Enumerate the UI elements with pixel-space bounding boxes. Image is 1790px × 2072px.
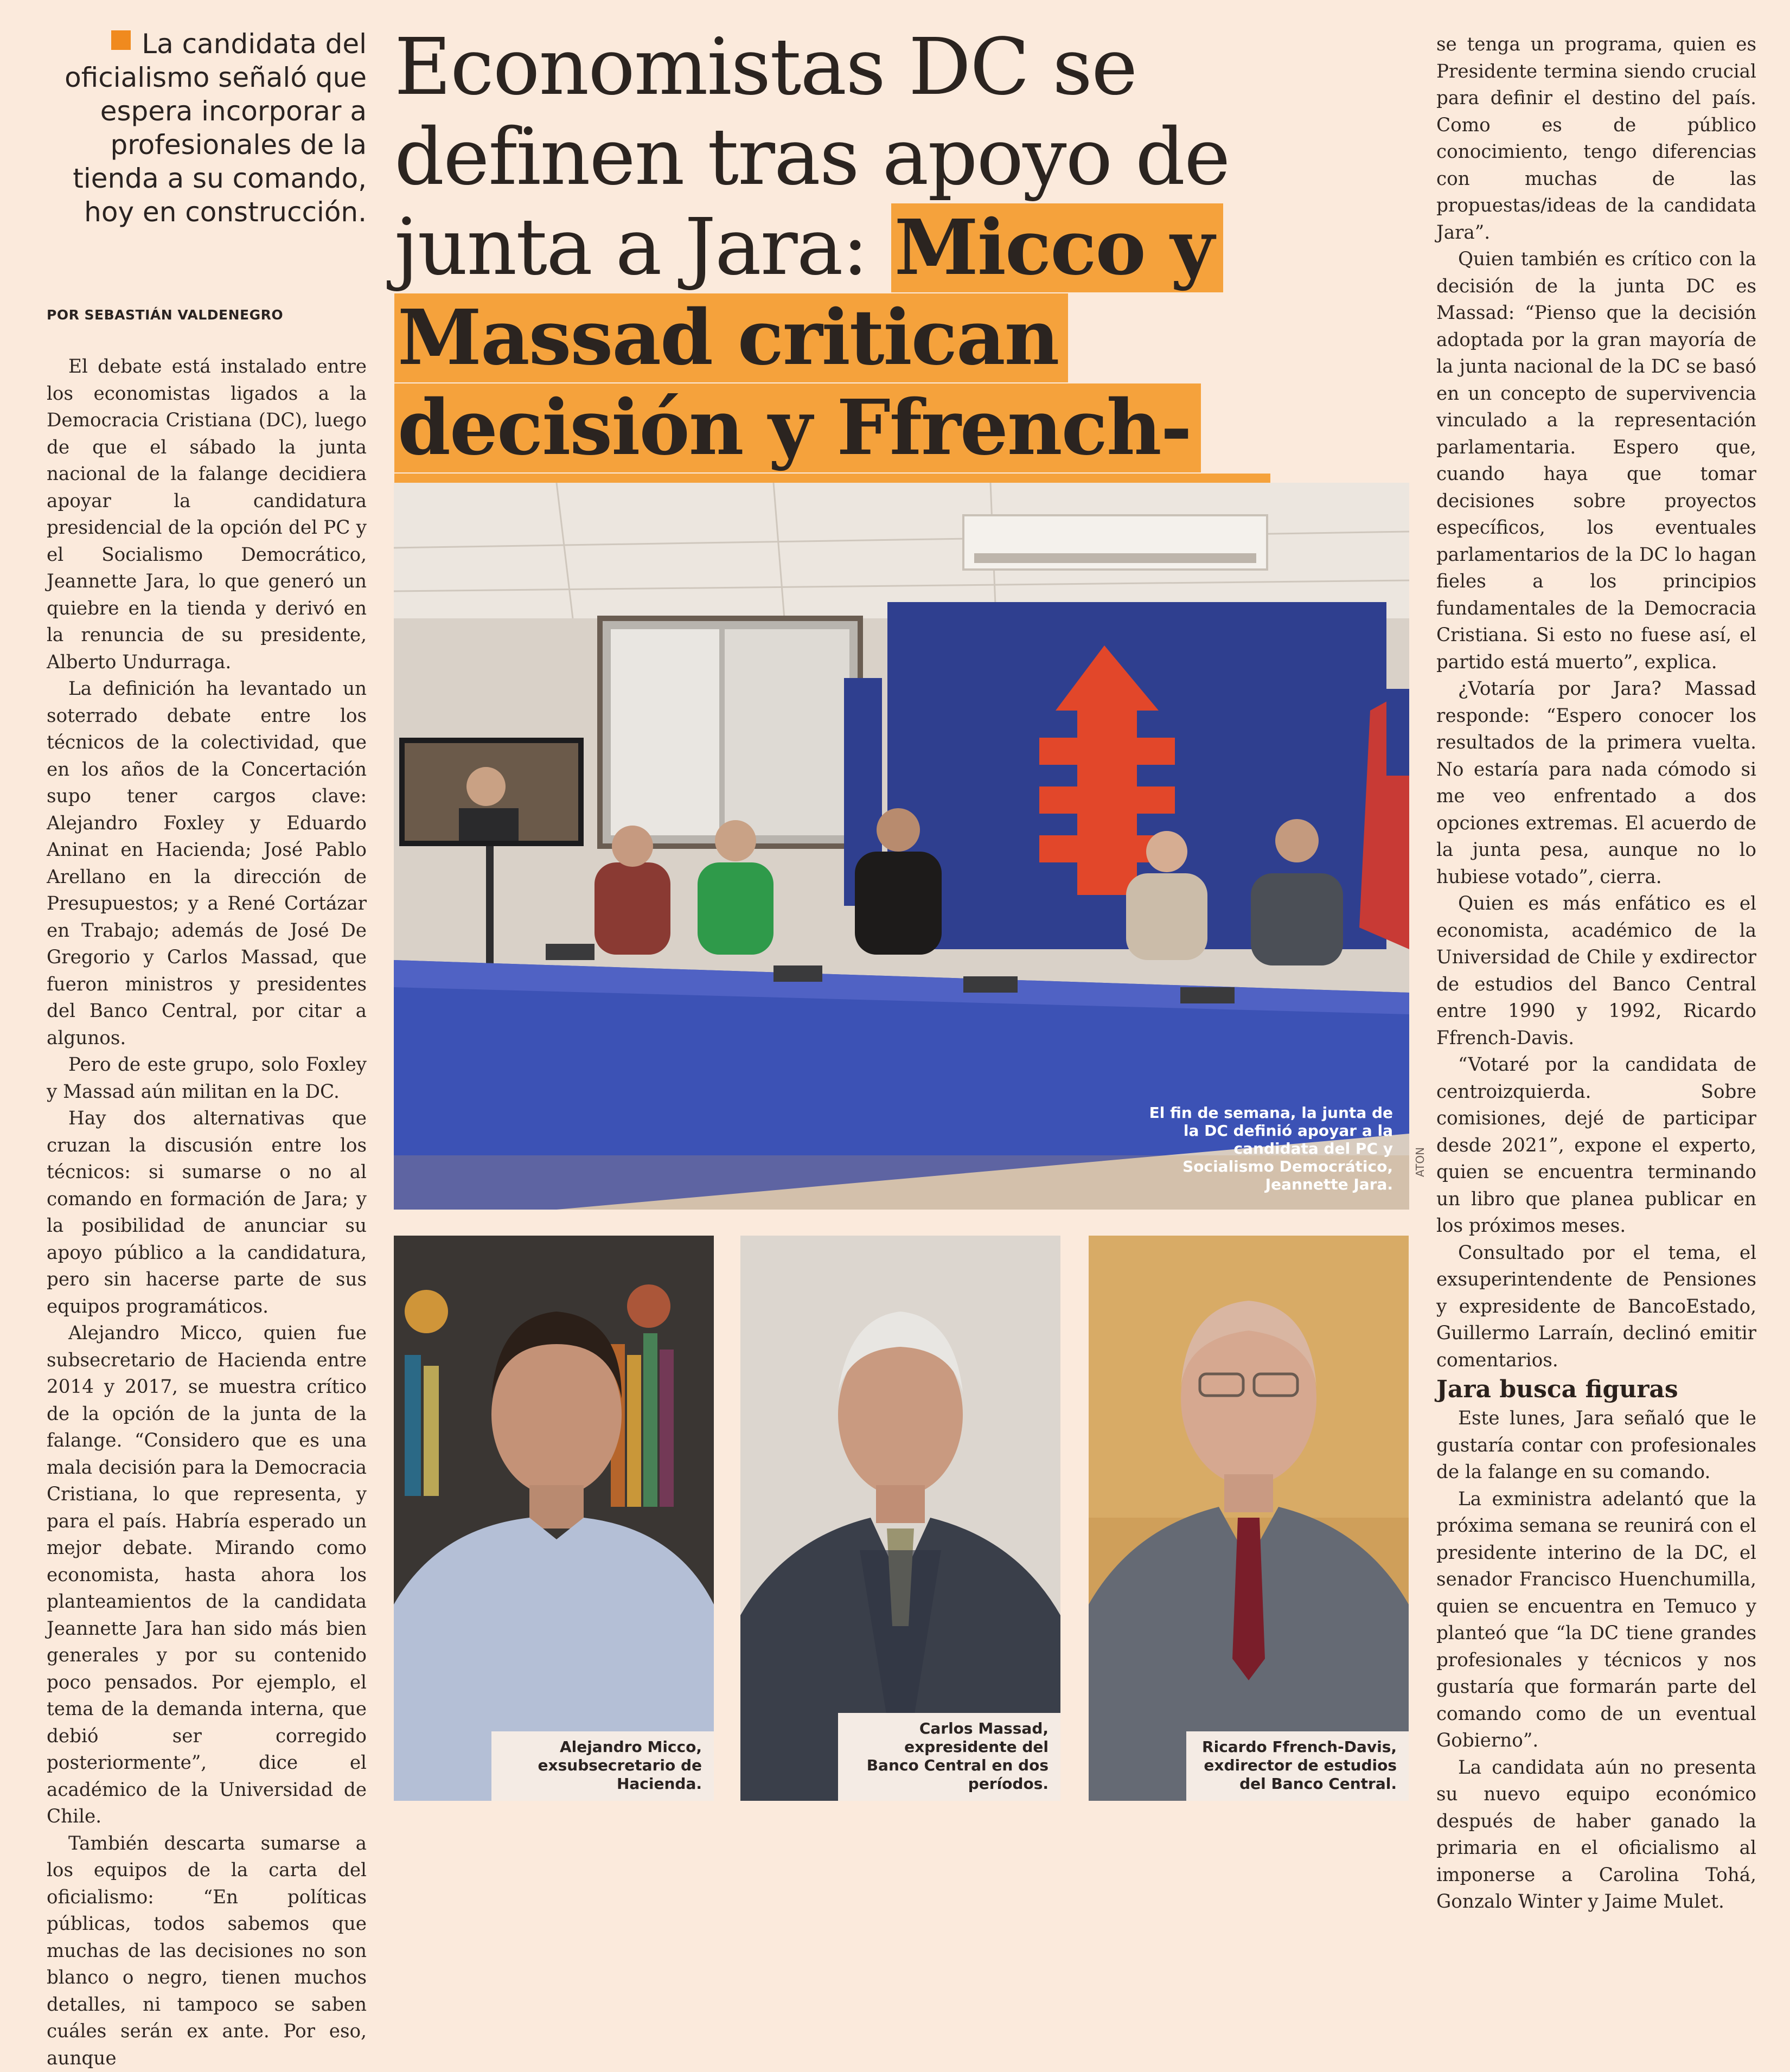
headline-plain: Economistas DC se definen tras apoyo de junta a Jara: — [394, 21, 1229, 292]
portrait-micco — [394, 1236, 714, 1801]
photo-credit: ATON — [1414, 1147, 1427, 1177]
portrait-caption: Carlos Massad, expresidente del Banco Central en dos períodos. — [838, 1713, 1060, 1801]
main-photo-caption: El fin de semana, la junta de la DC definió apoyar a la candidata del PC y Socialismo Democrático, Jeannette Jara. — [1138, 1104, 1393, 1193]
paragraph: Hay dos alternativas que cruzan la discusión entre los técnicos: si sumarse o no al comando en formación de Jara; y la posibilidad de anunciar su apoyo público a la candidatura, pero sin hacerse parte de sus equipos programáticos. — [47, 1105, 367, 1320]
paragraph: Este lunes, Jara señaló que le gustaría contar con profesionales de la falange en su comando. — [1436, 1405, 1756, 1486]
paragraph: La exministra adelantó que la próxima semana se reunirá con el presidente interino de la DC, el senador Francisco Huenchumilla, quien se encuentra en Temuco y planteó que “la DC tiene grandes profesionales y técnicos y nos gustaría que formarán parte del comando como de un eventual Gobierno”. — [1436, 1486, 1756, 1755]
portrait-ffrench-davis — [1089, 1236, 1409, 1801]
paragraph: El debate está instalado entre los economistas ligados a la Democracia Cristiana (DC), luego de que el sábado la junta nacional de la falange decidiera apoyar la candidatura presidencial de la opción del PC y el Socialismo Democrático, Jeannette Jara, lo que generó un quiebre en la tienda y derivó en la renuncia de su presidente, Alberto Undurraga. — [47, 354, 367, 676]
left-column — [47, 354, 367, 1818]
paragraph: La candidata aún no presenta su nuevo equipo económico después de haber ganado la primaria en el oficialismo al imponerse a Carolina Tohá, Gonzalo Winter y Jaime Mulet. — [1436, 1755, 1756, 1916]
paragraph: “Votaré por la candidata de centroizquierda. Sobre comisiones, dejé de participar desde 2021”, expone el experto, quien se encuentra terminando un libro que planea publicar en los próximos meses. — [1436, 1052, 1756, 1240]
portrait-image — [394, 1236, 714, 1801]
byline: POR SEBASTIÁN VALDENEGRO — [47, 307, 283, 323]
paragraph: Consultado por el tema, el exsuperintendente de Pensiones y expresidente de BancoEstado, Guillermo Larraín, declinó emitir comentarios. — [1436, 1240, 1756, 1374]
right-column — [1436, 31, 1756, 1827]
main-photo — [394, 483, 1409, 1210]
portrait-massad — [740, 1236, 1060, 1801]
portrait-caption: Ricardo Ffrench-Davis, exdirector de estudios del Banco Central. — [1186, 1731, 1409, 1801]
portrait-image — [1089, 1236, 1409, 1801]
lead-summary — [60, 27, 367, 229]
accent-square — [111, 30, 131, 50]
paragraph: Alejandro Micco, quien fue subsecretario de Hacienda entre 2014 y 2017, se muestra crítico de la opción de la junta de la falange. “Considero que es una mala decisión para la Democracia Cristiana, lo que representa, y para el país. Habría esperado un mejor debate. Mirando como economista, hasta ahora los planteamientos de la candidata Jeannette Jara han sido más bien generales y por su contenido poco pensados. Por ejemplo, el tema de la demanda interna, que debió ser corregido posteriormente”, dice el académico de la Universidad de Chile. — [47, 1320, 367, 1831]
paragraph: ¿Votaría por Jara? Massad responde: “Espero conocer los resultados de la primera vuelta. No estaría para nada cómodo si me veo enfrentado a dos opciones extremas. El acuerdo de la junta pesa, aunque no lo hubiese votado”, cierra. — [1436, 676, 1756, 891]
meeting-room-image — [394, 483, 1409, 1210]
paragraph: Quien es más enfático es el economista, académico de la Universidad de Chile y exdirector de estudios del Banco Central entre 1990 y 1992, Ricardo Ffrench-Davis. — [1436, 891, 1756, 1052]
paragraph: También descarta sumarse a los equipos de la carta del oficialismo: “En políticas públicas, todos sabemos que muchas de las decisiones no son blanco o negro, tienen muchos detalles, ni tampoco se saben cuáles serán ex ante. Por eso, aunque — [47, 1831, 367, 2072]
paragraph: Quien también es crítico con la decisión de la junta DC es Massad: “Pienso que la decisión adoptada por la gran mayoría de la junta nacional de la DC se basó en un concepto de supervivencia vinculado a la representación parlamentaria. Espero que, cuando haya que tomar decisiones sobre proyectos específicos, los eventuales parlamentarios de la DC lo hagan fieles a los principios fundamentales de la Democracia Cristiana. Si esto no fuese así, el partido está muerto”, explica. — [1436, 246, 1756, 676]
paragraph: se tenga un programa, quien es Presidente termina siendo crucial para definir el destino del país. Como es de público conocimiento, tengo diferencias con muchas de las propuestas/ideas de la candidata Jara”. — [1436, 31, 1756, 246]
lead-text: La candidata del oficialismo señaló que espera incorporar a profesionales de la tienda a su comando, hoy en construcción. — [65, 28, 367, 228]
paragraph: Pero de este grupo, solo Foxley y Massad aún militan en la DC. — [47, 1052, 367, 1105]
headline-highlighted: Micco y Massad critican decisión y Ffrench- — [394, 203, 1270, 653]
subhead: Jara busca figuras — [1436, 1374, 1756, 1405]
portrait-caption: Alejandro Micco, exsubsecretario de Hacienda. — [491, 1731, 714, 1801]
paragraph: La definición ha levantado un soterrado debate entre los técnicos de la colectividad, que en los años de la Concertación supo tener cargos clave: Alejandro Foxley y Eduardo Aninat en Hacienda; José Pablo Arellano en la dirección de Presupuestos; y a René Cortázar en Trabajo; además de José De Gregorio y Carlos Massad, que fueron ministros y presidentes del Banco Central, por citar a algunos. — [47, 676, 367, 1052]
